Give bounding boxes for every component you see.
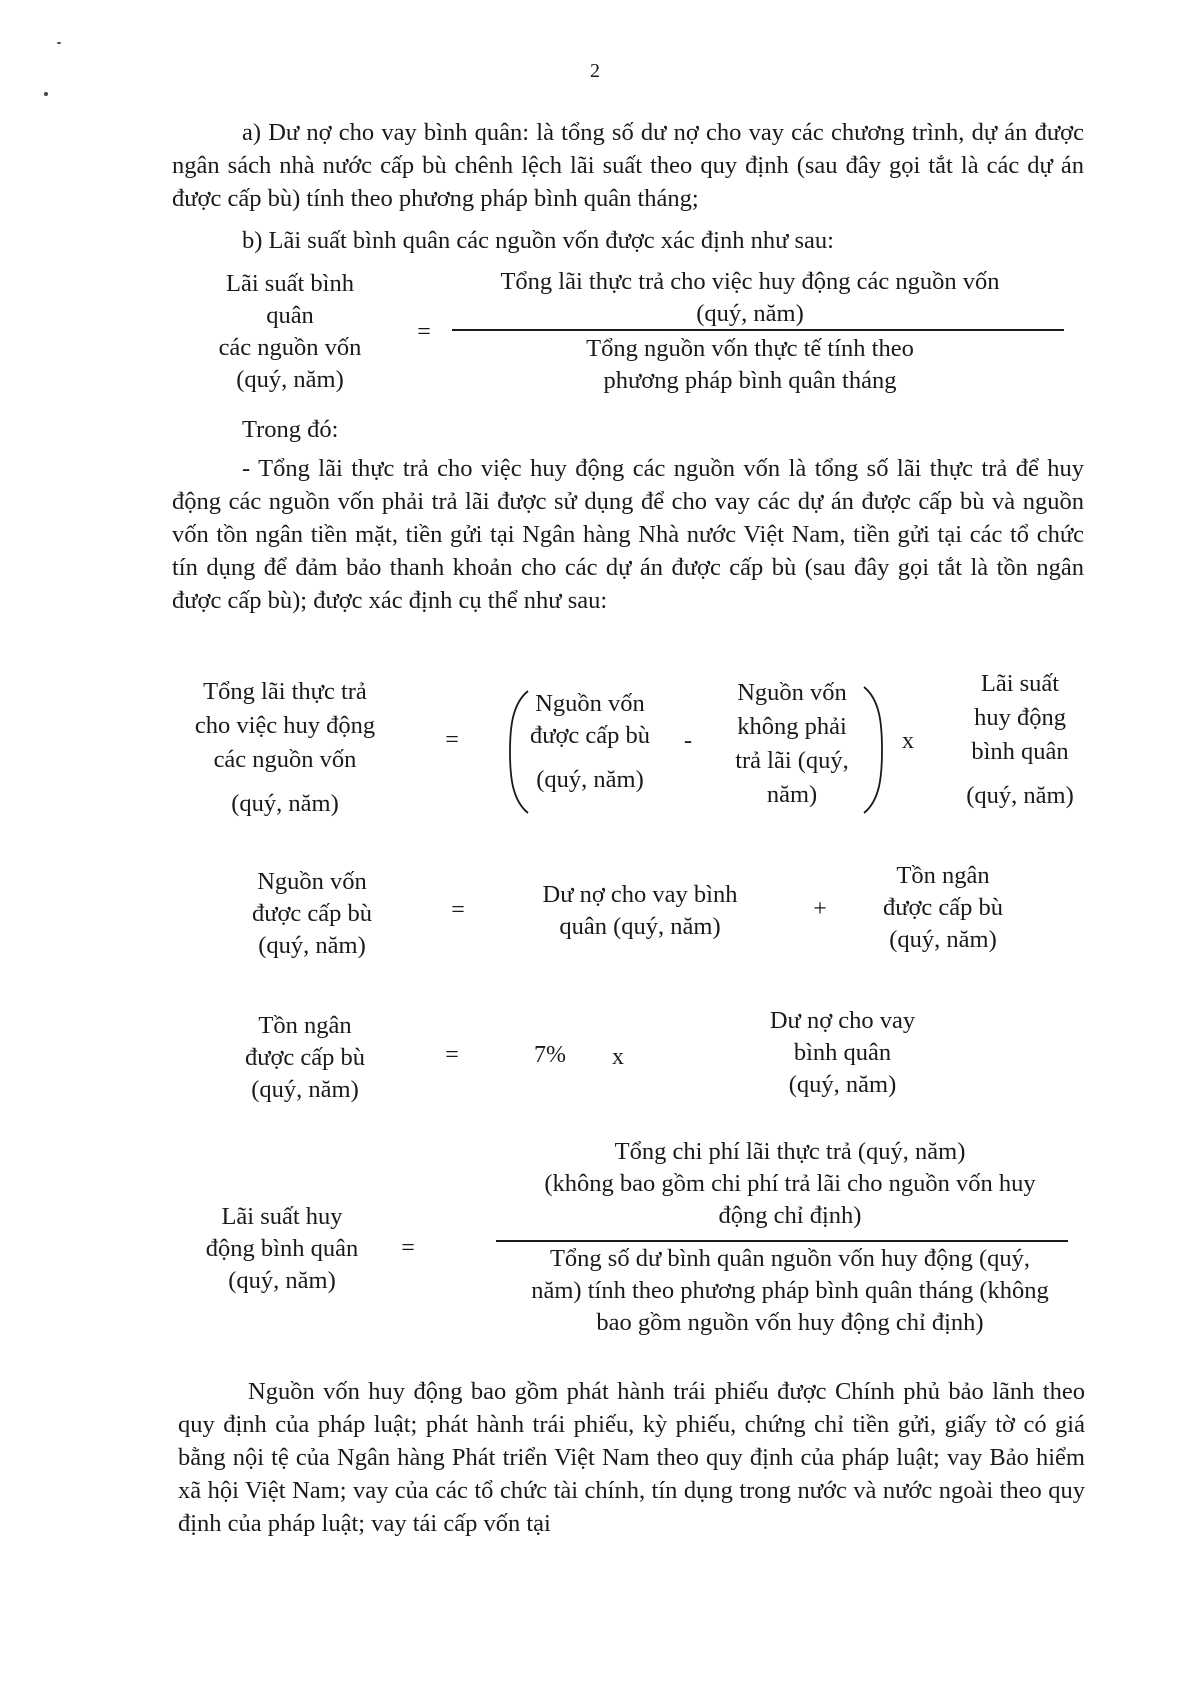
formula2-minus: - bbox=[684, 728, 692, 754]
formula2-lhs-line: cho việc huy động bbox=[194, 712, 376, 739]
paragraph-b: b) Lãi suất bình quân các nguồn vốn được xác định như sau: bbox=[242, 227, 834, 254]
formula1-numerator bbox=[445, 266, 1055, 330]
scan-dot bbox=[44, 92, 48, 96]
trong-do-label: Trong đó: bbox=[242, 416, 339, 443]
formula4-term-line: (quý, năm) bbox=[788, 1071, 897, 1098]
formula2-term1-line: được cấp bù bbox=[529, 722, 651, 749]
formula1-numerator-line: Tổng lãi thực trả cho việc huy động các nguồn vốn bbox=[500, 268, 1000, 295]
formula2-times: x bbox=[902, 728, 914, 754]
formula3-lhs-line: được cấp bù bbox=[251, 900, 373, 927]
formula1-equals: = bbox=[417, 319, 431, 345]
formula2-term2-line: năm) bbox=[766, 781, 818, 808]
formula2-term3 bbox=[940, 667, 1100, 813]
formula3-term1-line: quân (quý, năm) bbox=[559, 913, 721, 940]
formula4-equals: = bbox=[445, 1042, 459, 1068]
formula2-term1-line: Nguồn vốn bbox=[535, 690, 645, 717]
formula2-term2-line: Nguồn vốn bbox=[737, 679, 847, 706]
formula1-denominator bbox=[445, 333, 1055, 397]
formula5-numerator-line: (không bao gồm chi phí trả lãi cho nguồn vốn huy bbox=[544, 1170, 1036, 1197]
formula1-numerator-line: (quý, năm) bbox=[696, 300, 804, 327]
formula5-lhs bbox=[182, 1201, 382, 1297]
paragraph-nguon-von: Nguồn vốn huy động bao gồm phát hành trái phiếu được Chính phủ bảo lãnh theo quy định của pháp luật; phát hành trái phiếu, kỳ phiếu, chứng chỉ tiền gửi, giấy tờ có giá bằng nội tệ của Ngân hàng Phát triển Việt Nam theo quy định của pháp luật; vay Bảo hiểm xã hội Việt Nam; vay của các tổ chức tài chính, tín dụng trong nước và nước ngoài theo quy định của pháp luật; vay tái cấp vốn tại bbox=[178, 1378, 1085, 1537]
formula2-term3-line: Lãi suất bbox=[980, 670, 1060, 697]
formula1-lhs-line: Lãi suất bình bbox=[226, 270, 354, 297]
formula2-lhs-line: Tổng lãi thực trả bbox=[203, 678, 367, 705]
formula5-lhs-line: (quý, năm) bbox=[228, 1267, 336, 1294]
formula4-lhs-line: (quý, năm) bbox=[251, 1076, 359, 1103]
formula3-term2-line: Tồn ngân bbox=[896, 862, 990, 889]
formula3-term1 bbox=[520, 879, 760, 943]
formula2-term2-line: trả lãi (quý, bbox=[735, 747, 849, 774]
formula5-denominator bbox=[470, 1243, 1110, 1339]
formula4-term bbox=[740, 1005, 945, 1101]
formula3-term2-line: (quý, năm) bbox=[889, 926, 997, 953]
page-number: 2 bbox=[590, 60, 600, 82]
formula2-term3-line: (quý, năm) bbox=[966, 782, 1074, 809]
formula2-term3-line: bình quân bbox=[971, 738, 1069, 765]
formula2-lhs bbox=[165, 675, 405, 821]
formula3-term1-line: Dư nợ cho vay bình bbox=[542, 881, 738, 908]
formula1-denominator-line: phương pháp bình quân tháng bbox=[603, 367, 897, 394]
formula1-denominator-line: Tổng nguồn vốn thực tế tính theo bbox=[586, 335, 914, 362]
formula1-lhs bbox=[192, 268, 388, 396]
paragraph-a: a) Dư nợ cho vay bình quân: là tổng số dư nợ cho vay các chương trình, dự án được ngân sách nhà nước cấp bù chênh lệch lãi suất theo quy định (sau đây gọi tắt là các dự án được cấp bù) tính theo phương pháp bình quân tháng; bbox=[172, 119, 1084, 212]
formula5-denominator-line: năm) tính theo phương pháp bình quân tháng (không bbox=[531, 1277, 1049, 1304]
formula5-fraction-bar bbox=[496, 1240, 1068, 1242]
formula3-lhs bbox=[212, 866, 412, 962]
formula3-term2 bbox=[858, 860, 1028, 956]
formula5-lhs-line: động bình quân bbox=[205, 1235, 359, 1262]
formula2-lhs-line: các nguồn vốn bbox=[213, 746, 357, 773]
formula4-term-line: Dư nợ cho vay bbox=[769, 1007, 916, 1034]
formula3-plus: + bbox=[813, 896, 827, 922]
formula4-times: x bbox=[612, 1044, 624, 1070]
formula4-rate: 7% bbox=[534, 1042, 566, 1068]
formula2-term1 bbox=[510, 688, 670, 796]
right-parenthesis bbox=[860, 684, 890, 816]
formula2-term1-line: (quý, năm) bbox=[536, 766, 644, 793]
formula5-lhs-line: Lãi suất huy bbox=[221, 1203, 343, 1230]
formula5-denominator-line: Tổng số dư bình quân nguồn vốn huy động (quý, bbox=[549, 1245, 1031, 1272]
formula5-equals: = bbox=[401, 1235, 415, 1261]
scan-dot bbox=[57, 42, 61, 44]
formula4-lhs bbox=[210, 1010, 400, 1106]
formula2-term3-line: huy động bbox=[974, 704, 1066, 731]
formula1-lhs-line: các nguồn vốn bbox=[218, 334, 362, 361]
paragraph-tong-lai: - Tổng lãi thực trả cho việc huy động các nguồn vốn là tổng số lãi thực trả để huy động các nguồn vốn phải trả lãi được sử dụng để cho vay các dự án được cấp bù và nguồn vốn tồn ngân tiền mặt, tiền gửi tại Ngân hàng Nhà nước Việt Nam, tiền gửi tại các tổ chức tín dụng để đảm bảo thanh khoản cho các dự án được cấp bù (sau đây gọi tắt là tồn ngân được cấp bù); được xác định cụ thể như sau: bbox=[172, 455, 1084, 614]
formula2-term2 bbox=[710, 676, 874, 812]
formula5-numerator-line: Tổng chi phí lãi thực trả (quý, năm) bbox=[614, 1138, 966, 1165]
formula1-lhs-line: quân bbox=[266, 302, 314, 329]
formula5-numerator-line: động chỉ định) bbox=[718, 1202, 862, 1229]
formula2-term2-line: không phải bbox=[737, 713, 847, 740]
formula2-equals: = bbox=[445, 727, 459, 753]
formula5-numerator bbox=[470, 1136, 1110, 1232]
formula4-lhs-line: được cấp bù bbox=[244, 1044, 366, 1071]
formula3-lhs-line: (quý, năm) bbox=[258, 932, 366, 959]
formula3-lhs-line: Nguồn vốn bbox=[257, 868, 367, 895]
formula1-lhs-line: (quý, năm) bbox=[236, 366, 344, 393]
formula5-denominator-line: bao gồm nguồn vốn huy động chỉ định) bbox=[596, 1309, 984, 1336]
formula4-lhs-line: Tồn ngân bbox=[258, 1012, 352, 1039]
formula1-fraction-bar bbox=[452, 329, 1064, 331]
formula4-term-line: bình quân bbox=[793, 1039, 892, 1066]
formula3-term2-line: được cấp bù bbox=[882, 894, 1004, 921]
formula3-equals: = bbox=[451, 897, 465, 923]
formula2-lhs-line: (quý, năm) bbox=[231, 790, 339, 817]
